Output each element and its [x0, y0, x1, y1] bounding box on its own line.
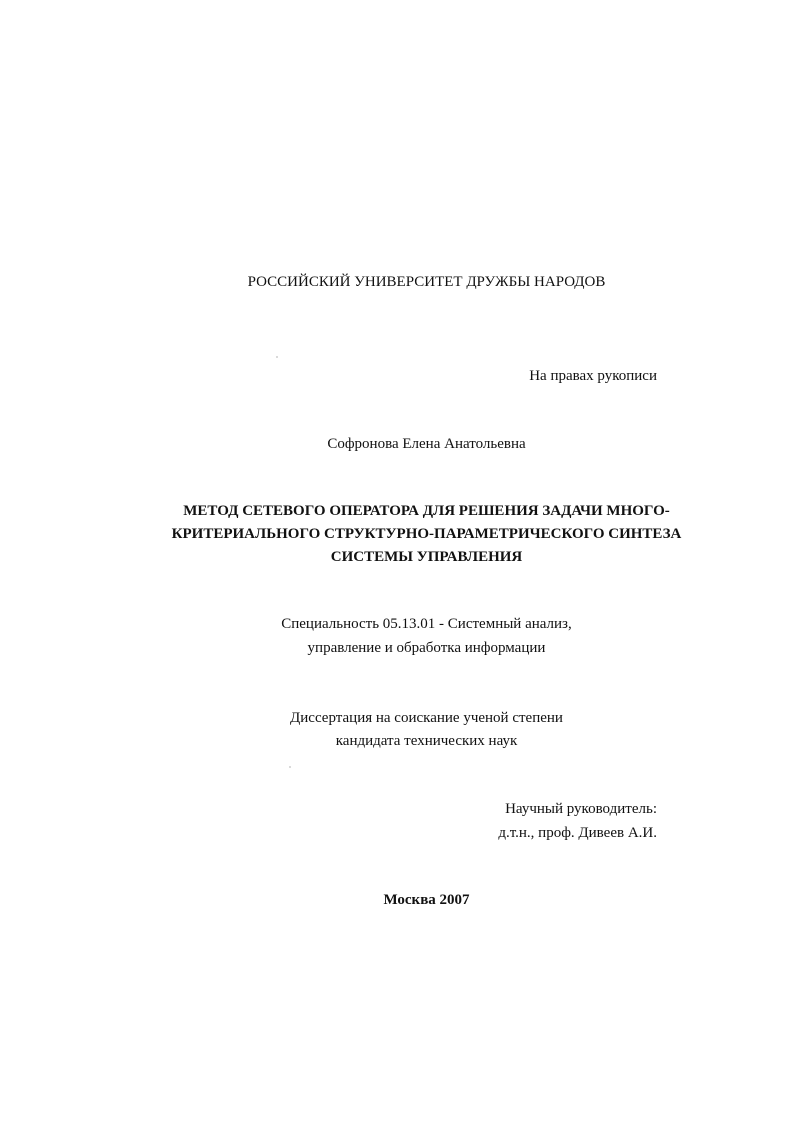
title-line-2: КРИТЕРИАЛЬНОГО СТРУКТУРНО-ПАРАМЕТРИЧЕСКОГО СИНТЕЗА	[171, 526, 682, 542]
university-name: РОССИЙСКИЙ УНИВЕРСИТЕТ ДРУЖБЫ НАРОДОВ	[247, 274, 606, 290]
scan-speck	[289, 766, 291, 768]
supervisor-name: д.т.н., проф. Дивеев А.И.	[498, 825, 657, 841]
title-line-3: СИСТЕМЫ УПРАВЛЕНИЯ	[330, 549, 523, 565]
specialty-line-1: Специальность 05.13.01 - Системный анализ,	[281, 616, 572, 632]
place-and-year: Москва 2007	[383, 892, 470, 908]
supervisor-label: Научный руководитель:	[505, 801, 657, 817]
degree-line-2: кандидата технических наук	[335, 733, 518, 749]
scan-speck	[276, 356, 278, 358]
title-line-1: МЕТОД СЕТЕВОГО ОПЕРАТОРА ДЛЯ РЕШЕНИЯ ЗАДАЧИ МНОГО-	[183, 503, 670, 519]
degree-line-1: Диссертация на соискание ученой степени	[290, 710, 563, 726]
specialty-line-2: управление и обработка информации	[307, 640, 546, 656]
author-name: Софронова Елена Анатольевна	[327, 436, 526, 452]
manuscript-note: На правах рукописи	[529, 368, 657, 384]
